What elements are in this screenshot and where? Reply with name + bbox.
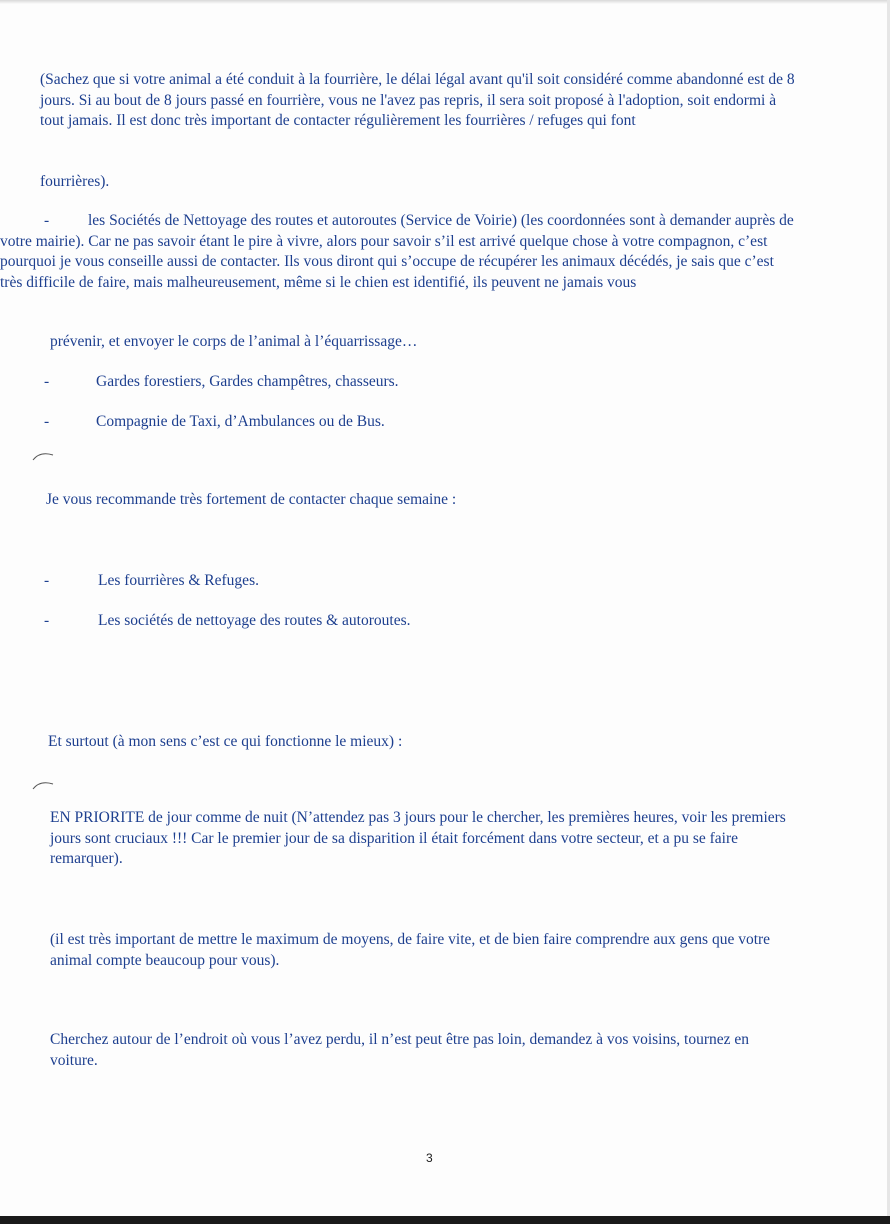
scan-edge-bottom — [0, 1216, 890, 1224]
list-dash: - — [44, 373, 50, 390]
list-item-text: Les fourrières & Refuges. — [98, 572, 259, 589]
paragraph-en-priorite: EN PRIORITE de jour comme de nuit (N’attendez pas 3 jours pour le chercher, les premières heures, voir les premiers jours sont cruciaux !!! Car le premier jour de sa disparition il était forcément dans votre secteur, et a pu se faire remarquer). — [50, 809, 786, 867]
scan-mark-arc — [32, 779, 54, 791]
paragraph-equarrissage: prévenir, et envoyer le corps de l’animal à l’équarrissage… — [50, 333, 418, 350]
scan-edge-top — [0, 0, 890, 4]
list-item-text: Gardes forestiers, Gardes champêtres, chasseurs. — [96, 373, 399, 390]
paragraph-recommande: Je vous recommande très fortement de contacter chaque semaine : — [46, 491, 457, 508]
list-dash: - — [44, 612, 50, 629]
list-item-gardes — [44, 372, 794, 393]
list-item-voirie — [0, 211, 794, 293]
page-number: 3 — [426, 1151, 433, 1165]
paragraph-cherchez-autour: Cherchez autour de l’endroit où vous l’avez perdu, il n’est peut être pas loin, demandez à vos voisins, tournez en voiture. — [50, 1031, 749, 1069]
paragraph-surtout: Et surtout (à mon sens c’est ce qui fonctionne le mieux) : — [48, 733, 403, 750]
list-item-taxi — [44, 412, 794, 433]
paragraph-maximum-moyens: (il est très important de mettre le maximum de moyens, de faire vite, et de bien faire comprendre aux gens que votre animal compte beaucoup pour vous). — [50, 931, 771, 969]
list-item-text: Les sociétés de nettoyage des routes & autoroutes. — [98, 612, 411, 629]
list-item-text: Compagnie de Taxi, d’Ambulances ou de Bus. — [96, 413, 385, 430]
list-item-text: les Sociétés de Nettoyage des routes et autoroutes (Service de Voirie) (les coordonnées sont à demander auprès de votre mairie). Car ne pas savoir étant le pire à vivre, alors pour savoir s’il est arrivé quelque chose à votre compagnon, c’est pourquoi je vous conseille aussi de contacter. Ils vous diront qui s’occupe de récupérer les animaux décédés, je sais que c’est très difficile de faire, mais malheureusement, même si le chien est identifié, ils peuvent ne jamais vous — [0, 212, 794, 291]
list-dash: - — [44, 212, 50, 229]
scan-mark-arc — [32, 450, 54, 462]
list-dash: - — [44, 413, 50, 430]
paragraph-fourriere-delay: (Sachez que si votre animal a été conduit à la fourrière, le délai légal avant qu'il soit considéré comme abandonné est de 8 jours. Si au bout de 8 jours passé en fourrière, vous ne l'avez pas repris, il sera soit proposé à l'adoption, soit endormi à tout jamais. Il est donc très important de contacter régulièrement les fourrières / refuges qui font — [40, 71, 795, 129]
list-item-fourrieres-refuges — [44, 571, 794, 592]
paragraph-fourrieres-close: fourrières). — [40, 173, 110, 190]
list-item-nettoyage — [44, 611, 794, 632]
list-dash: - — [44, 572, 50, 589]
